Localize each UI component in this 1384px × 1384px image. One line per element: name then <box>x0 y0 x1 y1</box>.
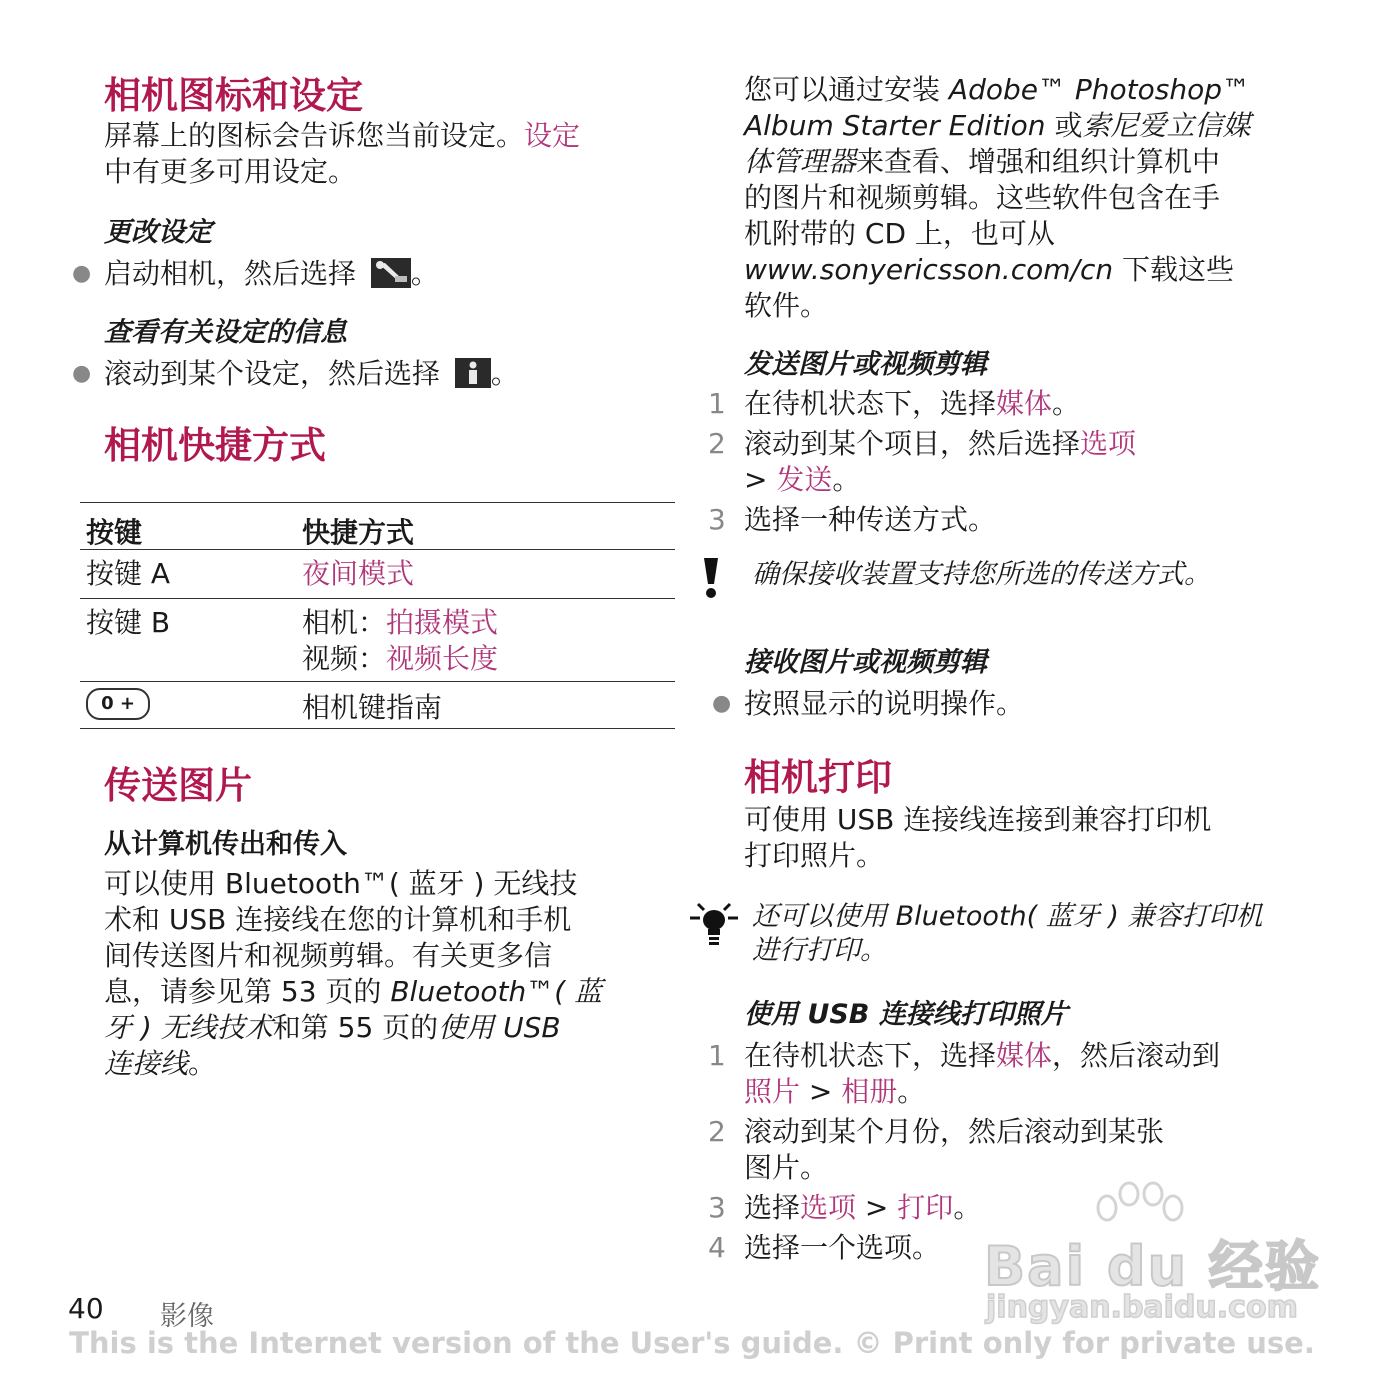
send-steps <box>708 386 1304 538</box>
step-text: 选择一种传送方式。 <box>744 503 997 536</box>
subheading-receive: 接收图片或视频剪辑 <box>744 647 987 678</box>
intro-line: 机附带的 CD 上，也可从 <box>744 217 1055 250</box>
baidu-logo-text: Bai du 经验 <box>984 1235 1321 1298</box>
options-link[interactable]: 选项 <box>800 1191 857 1224</box>
adobe-name: Adobe™ Photoshop™ <box>940 73 1250 106</box>
subheading-usb-print: 使用 USB 连接线打印照片 <box>744 999 1068 1030</box>
media-manager-name: 索尼爱立信媒 <box>1082 109 1251 142</box>
step-text: 。 <box>832 463 861 496</box>
transfer-line: 间传送图片和视频剪辑。有关更多信 <box>104 939 553 972</box>
intro-text: 来查看、增强和组织计算机中 <box>856 145 1221 178</box>
transfer-line: 可以使用 Bluetooth™( 蓝牙 ) 无线技 <box>104 867 578 900</box>
receive-bullet <box>712 686 1025 722</box>
list-item <box>708 426 1304 498</box>
transfer-line <box>104 974 664 1010</box>
transfer-text: 和第 55 页的 <box>272 1011 439 1044</box>
album-link[interactable]: 相册 <box>841 1075 898 1108</box>
adobe-name: Album Starter Edition <box>744 109 1046 142</box>
setting-info-bullet <box>72 356 519 392</box>
step-number: 2 <box>708 1115 726 1148</box>
media-link[interactable]: 媒体 <box>996 387 1053 420</box>
shortcuts-table <box>80 502 675 729</box>
heading-camera-print: 相机打印 <box>744 756 892 799</box>
intro-line: 软件。 <box>744 289 829 322</box>
shooting-mode-link[interactable]: 拍摄模式 <box>386 606 499 639</box>
info-icon <box>455 358 491 388</box>
table-row <box>80 550 675 599</box>
bullet-icon: ● <box>72 261 92 286</box>
warning-icon <box>700 556 722 600</box>
heading-camera-icons: 相机图标和设定 <box>104 74 363 117</box>
step-number: 2 <box>708 427 726 460</box>
step-text: 。 <box>897 1075 926 1108</box>
icons-paragraph <box>104 118 664 190</box>
change-settings-bullet <box>72 256 439 292</box>
options-link[interactable]: 选项 <box>1080 427 1137 460</box>
icons-text-1: 屏幕上的图标会告诉您当前设定。 <box>104 119 525 152</box>
video-label: 视频： <box>302 642 387 675</box>
transfer-line: 术和 USB 连接线在您的计算机和手机 <box>104 903 572 936</box>
intro-line: 的图片和视频剪辑。这些软件包含在手 <box>744 181 1221 214</box>
print-paragraph <box>744 802 1304 874</box>
print-line: 打印照片。 <box>744 839 885 872</box>
media-manager-name: 体管理器 <box>744 145 857 178</box>
list-item <box>708 502 1304 538</box>
transfer-text: 。 <box>188 1047 217 1080</box>
step-text: 选择一个选项。 <box>744 1231 941 1264</box>
software-intro <box>744 72 1304 324</box>
step-number: 1 <box>708 1039 726 1072</box>
heading-camera-shortcuts: 相机快捷方式 <box>104 424 326 467</box>
warning-note: 确保接收装置支持您所选的传送方式。 <box>752 559 1211 590</box>
step-text: 滚动到某个项目，然后选择 <box>744 427 1081 460</box>
usb-ref: 使用 USB <box>438 1011 561 1044</box>
camera-label: 相机： <box>302 606 387 639</box>
section-name: 影像 <box>160 1301 214 1332</box>
bullet-icon: ● <box>712 691 732 716</box>
subheading-send: 发送图片或视频剪辑 <box>744 349 987 380</box>
change-settings-end: 。 <box>410 257 439 290</box>
transfer-line <box>104 1010 664 1046</box>
column-header-key: 按键 <box>86 516 143 549</box>
step-text: 图片。 <box>744 1151 829 1184</box>
send-link[interactable]: 发送 <box>776 463 833 496</box>
icons-text-2: 中有更多可用设定。 <box>104 155 357 188</box>
step-text: 滚动到某个月份，然后滚动到某张 <box>744 1115 1165 1148</box>
table-row <box>80 682 675 729</box>
step-text: > <box>856 1191 898 1224</box>
video-length-link[interactable]: 视频长度 <box>386 642 499 675</box>
intro-text: 您可以通过安装 <box>744 73 941 106</box>
subheading-setting-info: 查看有关设定的信息 <box>104 317 347 348</box>
bullet-icon: ● <box>72 361 92 386</box>
bluetooth-ref: Bluetooth™( 蓝 <box>381 975 603 1008</box>
camera-key-guide: 相机键指南 <box>302 691 443 724</box>
bluetooth-ref: 牙 ) 无线技术 <box>104 1011 273 1044</box>
wrench-settings-icon <box>371 258 411 288</box>
column-header-shortcut: 快捷方式 <box>302 516 415 549</box>
intro-text: 或 <box>1045 109 1083 142</box>
list-item <box>708 1038 1304 1110</box>
tip-line: 还可以使用 Bluetooth( 蓝牙 ) 兼容打印机 <box>752 901 1263 932</box>
step-text: 在待机状态下，选择 <box>744 387 997 420</box>
transfer-paragraph <box>104 866 664 1082</box>
table-row <box>80 599 675 682</box>
step-text: 。 <box>1052 387 1081 420</box>
key-a: 按键 A <box>86 557 171 590</box>
step-number: 1 <box>708 387 726 420</box>
step-text: > <box>800 1075 842 1108</box>
heading-transfer-pictures: 传送图片 <box>104 764 252 807</box>
setting-info-text: 滚动到某个设定，然后选择 <box>104 357 441 390</box>
step-text: ，然后滚动到 <box>1052 1039 1221 1072</box>
subheading-change-settings: 更改设定 <box>104 217 212 248</box>
footer-notice: This is the Internet version of the User's guide. © Print only for private use. <box>69 1326 1315 1360</box>
photos-link[interactable]: 照片 <box>744 1075 801 1108</box>
step-text: 在待机状态下，选择 <box>744 1039 997 1072</box>
table-header-row <box>80 503 675 550</box>
step-text: 选择 <box>744 1191 801 1224</box>
settings-link[interactable]: 设定 <box>524 119 581 152</box>
transfer-text: 息，请参见第 53 页的 <box>104 975 382 1008</box>
step-text: > <box>744 463 777 496</box>
lightbulb-tip-icon <box>688 900 740 948</box>
step-number: 4 <box>708 1231 726 1264</box>
baidu-watermark <box>980 1180 1321 1330</box>
print-line: 可使用 USB 连接线连接到兼容打印机 <box>744 803 1212 836</box>
camera-shortcut-line <box>302 605 498 641</box>
intro-line <box>744 108 1304 144</box>
zoom-key-icon: 0 + <box>86 688 150 720</box>
page-number: 40 <box>68 1292 104 1325</box>
transfer-line <box>104 1046 664 1082</box>
receive-text: 按照显示的说明操作。 <box>744 687 1025 720</box>
print-link[interactable]: 打印 <box>897 1191 954 1224</box>
night-mode-link[interactable]: 夜间模式 <box>302 557 415 590</box>
website-link[interactable]: www.sonyericsson.com/cn <box>744 253 1114 286</box>
intro-text: 下载这些 <box>1113 253 1234 286</box>
step-number: 3 <box>708 1191 726 1224</box>
key-b: 按键 B <box>86 606 171 639</box>
usb-ref: 连接线 <box>104 1047 189 1080</box>
tip-note <box>752 900 1312 968</box>
baidu-url: jingyan.baidu.com <box>986 1290 1298 1325</box>
video-shortcut-line <box>302 641 498 677</box>
change-settings-text: 启动相机，然后选择 <box>104 257 357 290</box>
step-text: 。 <box>953 1191 982 1224</box>
intro-line <box>744 144 1304 180</box>
list-item <box>708 1114 1304 1186</box>
step-number: 3 <box>708 503 726 536</box>
list-item <box>708 386 1304 422</box>
setting-info-end: 。 <box>490 357 519 390</box>
subheading-from-computer: 从计算机传出和传入 <box>104 829 347 860</box>
media-link[interactable]: 媒体 <box>996 1039 1053 1072</box>
intro-line <box>744 252 1304 288</box>
intro-line <box>744 72 1304 108</box>
tip-line: 进行打印。 <box>752 935 887 966</box>
